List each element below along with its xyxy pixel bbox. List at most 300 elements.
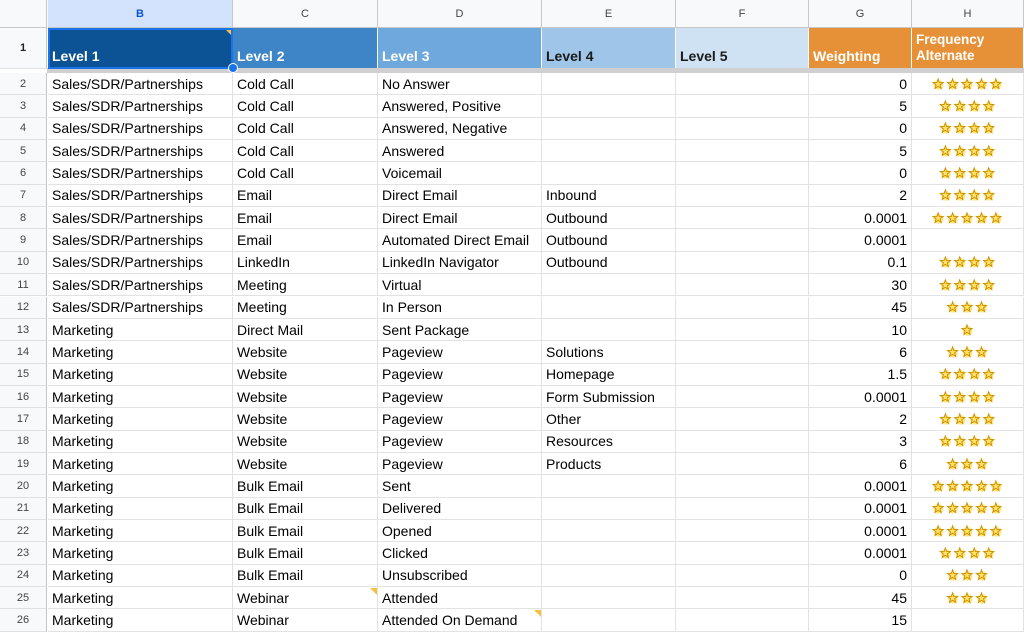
star-icon: ☆: [960, 321, 975, 339]
cell-weighting[interactable]: 1.5: [809, 364, 912, 386]
cell-level4[interactable]: Outbound: [542, 229, 676, 251]
cell-level4[interactable]: [542, 162, 676, 184]
cell-level3[interactable]: LinkedIn Navigator: [378, 252, 542, 274]
cell-level2[interactable]: Cold Call: [233, 140, 378, 162]
cell-weighting[interactable]: 2: [809, 185, 912, 207]
header-cell-frequency[interactable]: Frequency Alternate: [912, 28, 1024, 69]
cell-level5[interactable]: [676, 587, 809, 609]
star-icon: ☆: [974, 209, 990, 227]
star-icon: ☆: [953, 366, 968, 384]
cell-level3[interactable]: In Person: [378, 297, 542, 319]
cell-weighting[interactable]: 0.0001: [809, 475, 912, 497]
star-rating[interactable]: [912, 609, 1024, 631]
star-icon: ☆: [967, 388, 982, 406]
star-rating[interactable]: [912, 207, 1024, 229]
cell-level2[interactable]: Email: [233, 185, 378, 207]
cell-level3[interactable]: Unsubscribed: [378, 565, 542, 587]
star-rating[interactable]: [912, 542, 1024, 564]
cell-level2[interactable]: Email: [233, 207, 378, 229]
star-icon: ☆: [945, 500, 961, 518]
cell-level4[interactable]: [542, 118, 676, 140]
star-rating[interactable]: [912, 274, 1024, 296]
star-icon: ☆: [945, 209, 961, 227]
cell-level5[interactable]: [676, 565, 809, 587]
cell-level4[interactable]: [542, 140, 676, 162]
cell-level1[interactable]: Marketing: [48, 408, 233, 430]
star-icon: ☆: [960, 500, 975, 518]
star-icon: ☆: [931, 75, 946, 93]
star-rating[interactable]: [912, 140, 1024, 162]
cell-level4[interactable]: [542, 498, 676, 520]
star-icon: ☆: [981, 254, 997, 272]
cell-level1[interactable]: Marketing: [48, 453, 233, 475]
cell-level3[interactable]: Answered, Negative: [378, 118, 542, 140]
star-icon: ☆: [938, 98, 954, 116]
cell-level3[interactable]: Direct Email: [378, 207, 542, 229]
star-icon: ☆: [960, 589, 975, 607]
row-number[interactable]: 5: [0, 140, 47, 162]
cell-weighting[interactable]: 2: [809, 408, 912, 430]
cell-level4[interactable]: [542, 565, 676, 587]
star-icon: ☆: [938, 187, 954, 205]
column-header-h[interactable]: H: [912, 0, 1024, 28]
cell-level1[interactable]: Sales/SDR/Partnerships: [48, 207, 233, 229]
cell-weighting[interactable]: 0: [809, 73, 912, 95]
cell-level2[interactable]: Cold Call: [233, 118, 378, 140]
cell-level2[interactable]: Website: [233, 386, 378, 408]
cell-level5[interactable]: [676, 475, 809, 497]
cell-level3[interactable]: Pageview: [378, 386, 542, 408]
star-icon: ☆: [981, 366, 997, 384]
star-icon: ☆: [981, 410, 997, 428]
star-icon: ☆: [953, 165, 968, 183]
cell-level3[interactable]: Sent: [378, 475, 542, 497]
cell-level1[interactable]: Marketing: [48, 565, 233, 587]
cell-weighting[interactable]: 45: [809, 297, 912, 319]
cell-level4[interactable]: [542, 297, 676, 319]
star-rating[interactable]: [912, 587, 1024, 609]
row-number[interactable]: 18: [0, 431, 47, 453]
cell-weighting[interactable]: 0: [809, 118, 912, 140]
star-icon: ☆: [989, 209, 1004, 227]
cell-level3[interactable]: Direct Email: [378, 185, 542, 207]
cell-level3[interactable]: No Answer: [378, 73, 542, 95]
star-icon: ☆: [953, 433, 968, 451]
cell-level3[interactable]: Delivered: [378, 498, 542, 520]
star-icon: ☆: [981, 187, 997, 205]
cell-level1[interactable]: Sales/SDR/Partnerships: [48, 185, 233, 207]
cell-level4[interactable]: Outbound: [542, 207, 676, 229]
cell-level2[interactable]: Website: [233, 341, 378, 363]
star-rating[interactable]: [912, 162, 1024, 184]
cell-level3[interactable]: Sent Package: [378, 319, 542, 341]
cell-level3[interactable]: Attended On Demand: [378, 609, 542, 631]
row-number[interactable]: 7: [0, 185, 47, 207]
column-header-f[interactable]: F: [676, 0, 809, 28]
star-icon: ☆: [981, 142, 997, 160]
cell-level3[interactable]: Answered: [378, 140, 542, 162]
star-icon: ☆: [981, 545, 997, 563]
row-number[interactable]: 26: [0, 609, 47, 631]
cell-level1[interactable]: Sales/SDR/Partnerships: [48, 252, 233, 274]
cell-level4[interactable]: Resources: [542, 431, 676, 453]
star-icon: ☆: [945, 75, 961, 93]
star-icon: ☆: [960, 455, 975, 473]
header-cell-weighting[interactable]: Weighting: [809, 28, 912, 69]
row-number[interactable]: 8: [0, 207, 47, 229]
cell-weighting[interactable]: 0.0001: [809, 207, 912, 229]
cell-level3[interactable]: Pageview: [378, 408, 542, 430]
star-rating[interactable]: [912, 319, 1024, 341]
cell-level4[interactable]: [542, 95, 676, 117]
cell-level5[interactable]: [676, 431, 809, 453]
star-icon: ☆: [960, 477, 975, 495]
cell-level5[interactable]: [676, 609, 809, 631]
star-icon: ☆: [938, 165, 954, 183]
star-icon: ☆: [974, 500, 990, 518]
star-icon: ☆: [938, 254, 954, 272]
cell-level2[interactable]: Webinar: [233, 587, 378, 609]
star-icon: ☆: [960, 209, 975, 227]
cell-level5[interactable]: [676, 274, 809, 296]
star-icon: ☆: [967, 545, 982, 563]
cell-weighting[interactable]: 0.0001: [809, 498, 912, 520]
cell-level4[interactable]: Homepage: [542, 364, 676, 386]
cell-level3[interactable]: Pageview: [378, 341, 542, 363]
cell-weighting[interactable]: 5: [809, 95, 912, 117]
cell-weighting[interactable]: 45: [809, 587, 912, 609]
star-rating[interactable]: [912, 95, 1024, 117]
cell-level2[interactable]: Website: [233, 408, 378, 430]
cell-level1[interactable]: Sales/SDR/Partnerships: [48, 274, 233, 296]
row-number[interactable]: 23: [0, 542, 47, 564]
star-icon: ☆: [989, 522, 1004, 540]
star-icon: ☆: [989, 500, 1004, 518]
cell-level1[interactable]: Sales/SDR/Partnerships: [48, 140, 233, 162]
cell-level2[interactable]: Cold Call: [233, 73, 378, 95]
cell-level4[interactable]: [542, 319, 676, 341]
header-cell-level4[interactable]: Level 4: [542, 28, 676, 69]
star-icon: ☆: [938, 366, 954, 384]
cell-weighting[interactable]: 30: [809, 274, 912, 296]
cell-weighting[interactable]: 3: [809, 431, 912, 453]
star-rating[interactable]: [912, 431, 1024, 453]
cell-level5[interactable]: [676, 252, 809, 274]
row-number[interactable]: 13: [0, 319, 47, 341]
cell-level4[interactable]: Other: [542, 408, 676, 430]
cell-weighting[interactable]: 5: [809, 140, 912, 162]
cell-level1[interactable]: Marketing: [48, 498, 233, 520]
star-rating[interactable]: [912, 341, 1024, 363]
row-number[interactable]: 10: [0, 252, 47, 274]
row-number[interactable]: 3: [0, 95, 47, 117]
cell-level5[interactable]: [676, 408, 809, 430]
star-icon: ☆: [938, 410, 954, 428]
cell-level2[interactable]: Bulk Email: [233, 475, 378, 497]
star-icon: ☆: [981, 388, 997, 406]
star-icon: ☆: [953, 120, 968, 138]
star-icon: ☆: [981, 433, 997, 451]
star-icon: ☆: [945, 567, 961, 585]
star-rating[interactable]: [912, 118, 1024, 140]
row-number[interactable]: 17: [0, 408, 47, 430]
cell-level4[interactable]: [542, 520, 676, 542]
cell-level1[interactable]: Sales/SDR/Partnerships: [48, 297, 233, 319]
star-icon: ☆: [931, 209, 946, 227]
cell-level2[interactable]: Website: [233, 431, 378, 453]
cell-level1[interactable]: Marketing: [48, 475, 233, 497]
cell-level2[interactable]: Direct Mail: [233, 319, 378, 341]
star-icon: ☆: [974, 522, 990, 540]
star-icon: ☆: [960, 299, 975, 317]
star-icon: ☆: [974, 455, 990, 473]
star-icon: ☆: [981, 120, 997, 138]
cell-level3[interactable]: Attended: [378, 587, 542, 609]
star-icon: ☆: [989, 477, 1004, 495]
star-rating[interactable]: [912, 364, 1024, 386]
cell-level2[interactable]: Bulk Email: [233, 565, 378, 587]
cell-level4[interactable]: [542, 609, 676, 631]
column-header-e[interactable]: E: [542, 0, 676, 28]
cell-weighting[interactable]: 6: [809, 341, 912, 363]
star-icon: ☆: [953, 98, 968, 116]
cell-level5[interactable]: [676, 95, 809, 117]
star-icon: ☆: [989, 75, 1004, 93]
column-header-g[interactable]: G: [809, 0, 912, 28]
star-icon: ☆: [960, 75, 975, 93]
header-cell-level2[interactable]: Level 2: [233, 28, 378, 69]
row-number[interactable]: 19: [0, 453, 47, 475]
star-icon: ☆: [960, 343, 975, 361]
cell-weighting[interactable]: 0.1: [809, 252, 912, 274]
cell-level3[interactable]: Voicemail: [378, 162, 542, 184]
row-number[interactable]: 22: [0, 520, 47, 542]
star-icon: ☆: [953, 142, 968, 160]
row-number[interactable]: 9: [0, 229, 47, 251]
row-number[interactable]: 24: [0, 565, 47, 587]
star-icon: ☆: [945, 343, 961, 361]
cell-level5[interactable]: [676, 386, 809, 408]
cell-level2[interactable]: Website: [233, 364, 378, 386]
cell-level4[interactable]: [542, 587, 676, 609]
cell-level2[interactable]: Cold Call: [233, 162, 378, 184]
cell-level1[interactable]: Sales/SDR/Partnerships: [48, 118, 233, 140]
cell-level5[interactable]: [676, 140, 809, 162]
cell-weighting[interactable]: 6: [809, 453, 912, 475]
star-rating[interactable]: [912, 73, 1024, 95]
star-icon: ☆: [967, 276, 982, 294]
star-icon: ☆: [967, 254, 982, 272]
star-icon: ☆: [967, 366, 982, 384]
row-number[interactable]: 12: [0, 297, 47, 319]
star-icon: ☆: [953, 388, 968, 406]
cell-level2[interactable]: LinkedIn: [233, 252, 378, 274]
cell-level4[interactable]: [542, 274, 676, 296]
cell-level5[interactable]: [676, 185, 809, 207]
cell-level1[interactable]: Marketing: [48, 520, 233, 542]
cell-level5[interactable]: [676, 453, 809, 475]
row-number-1[interactable]: 1: [0, 28, 47, 69]
cell-level5[interactable]: [676, 319, 809, 341]
cell-weighting[interactable]: 0: [809, 162, 912, 184]
star-icon: ☆: [953, 276, 968, 294]
star-icon: ☆: [974, 567, 990, 585]
select-all-corner[interactable]: [0, 0, 47, 28]
cell-level5[interactable]: [676, 341, 809, 363]
cell-level3[interactable]: Pageview: [378, 364, 542, 386]
cell-level4[interactable]: Products: [542, 453, 676, 475]
row-number[interactable]: 16: [0, 386, 47, 408]
cell-level2[interactable]: Meeting: [233, 297, 378, 319]
star-icon: ☆: [953, 254, 968, 272]
cell-level2[interactable]: Webinar: [233, 609, 378, 631]
cell-level3[interactable]: Clicked: [378, 542, 542, 564]
cell-level5[interactable]: [676, 364, 809, 386]
row-number[interactable]: 21: [0, 498, 47, 520]
star-icon: ☆: [967, 165, 982, 183]
star-icon: ☆: [974, 343, 990, 361]
star-icon: ☆: [967, 410, 982, 428]
star-icon: ☆: [960, 522, 975, 540]
cell-level5[interactable]: [676, 162, 809, 184]
star-icon: ☆: [974, 299, 990, 317]
cell-level1[interactable]: Marketing: [48, 319, 233, 341]
cell-level5[interactable]: [676, 229, 809, 251]
cell-weighting[interactable]: 0.0001: [809, 386, 912, 408]
column-header-c[interactable]: C: [233, 0, 378, 28]
star-icon: ☆: [953, 410, 968, 428]
cell-weighting[interactable]: 10: [809, 319, 912, 341]
row-number[interactable]: 11: [0, 274, 47, 296]
fill-handle[interactable]: [228, 63, 238, 73]
cell-weighting[interactable]: 0: [809, 565, 912, 587]
cell-level2[interactable]: Email: [233, 229, 378, 251]
cell-level1[interactable]: Marketing: [48, 542, 233, 564]
cell-level4[interactable]: [542, 542, 676, 564]
cell-level5[interactable]: [676, 118, 809, 140]
cell-level2[interactable]: Bulk Email: [233, 520, 378, 542]
cell-level5[interactable]: [676, 73, 809, 95]
cell-weighting[interactable]: 0.0001: [809, 229, 912, 251]
cell-level1[interactable]: Marketing: [48, 386, 233, 408]
star-rating[interactable]: [912, 408, 1024, 430]
star-rating[interactable]: [912, 386, 1024, 408]
cell-weighting[interactable]: 0.0001: [809, 520, 912, 542]
cell-level4[interactable]: Form Submission: [542, 386, 676, 408]
cell-level1[interactable]: Marketing: [48, 609, 233, 631]
star-icon: ☆: [931, 477, 946, 495]
star-icon: ☆: [938, 142, 954, 160]
star-icon: ☆: [945, 299, 961, 317]
cell-weighting[interactable]: 15: [809, 609, 912, 631]
star-icon: ☆: [974, 477, 990, 495]
star-icon: ☆: [974, 589, 990, 607]
header-cell-level3[interactable]: Level 3: [378, 28, 542, 69]
comment-marker-icon: [370, 588, 377, 595]
cell-level5[interactable]: [676, 207, 809, 229]
row-number[interactable]: 15: [0, 364, 47, 386]
cell-level4[interactable]: Solutions: [542, 341, 676, 363]
star-icon: ☆: [967, 120, 982, 138]
star-icon: ☆: [967, 187, 982, 205]
star-icon: ☆: [945, 589, 961, 607]
star-rating[interactable]: [912, 453, 1024, 475]
cell-level2[interactable]: Bulk Email: [233, 542, 378, 564]
star-rating[interactable]: [912, 229, 1024, 251]
cell-level4[interactable]: [542, 475, 676, 497]
star-icon: ☆: [974, 75, 990, 93]
cell-level4[interactable]: Outbound: [542, 252, 676, 274]
star-icon: ☆: [960, 567, 975, 585]
cell-level5[interactable]: [676, 520, 809, 542]
star-rating[interactable]: [912, 520, 1024, 542]
cell-level1[interactable]: Marketing: [48, 341, 233, 363]
star-icon: ☆: [967, 433, 982, 451]
star-rating[interactable]: [912, 185, 1024, 207]
star-icon: ☆: [945, 455, 961, 473]
comment-marker-icon: [534, 610, 541, 617]
star-icon: ☆: [938, 433, 954, 451]
cell-level1[interactable]: Sales/SDR/Partnerships: [48, 229, 233, 251]
column-header-b[interactable]: B: [48, 0, 233, 28]
cell-level1[interactable]: Marketing: [48, 431, 233, 453]
cell-level3[interactable]: Opened: [378, 520, 542, 542]
cell-level4[interactable]: [542, 73, 676, 95]
header-cell-level5[interactable]: Level 5: [676, 28, 809, 69]
cell-level5[interactable]: [676, 297, 809, 319]
header-cell-level1[interactable]: Level 1: [48, 28, 233, 69]
row-number[interactable]: 6: [0, 162, 47, 184]
cell-level5[interactable]: [676, 498, 809, 520]
cell-level1[interactable]: Sales/SDR/Partnerships: [48, 162, 233, 184]
cell-level1[interactable]: Marketing: [48, 587, 233, 609]
star-icon: ☆: [981, 98, 997, 116]
cell-level3[interactable]: Automated Direct Email: [378, 229, 542, 251]
row-number[interactable]: 25: [0, 587, 47, 609]
row-number[interactable]: 14: [0, 341, 47, 363]
cell-level5[interactable]: [676, 542, 809, 564]
cell-level4[interactable]: Inbound: [542, 185, 676, 207]
star-rating[interactable]: [912, 252, 1024, 274]
star-icon: ☆: [967, 98, 982, 116]
star-icon: ☆: [953, 187, 968, 205]
cell-level2[interactable]: Bulk Email: [233, 498, 378, 520]
cell-level3[interactable]: Pageview: [378, 453, 542, 475]
star-icon: ☆: [931, 522, 946, 540]
cell-level2[interactable]: Cold Call: [233, 95, 378, 117]
column-header-d[interactable]: D: [378, 0, 542, 28]
cell-level1[interactable]: Marketing: [48, 364, 233, 386]
star-rating[interactable]: [912, 475, 1024, 497]
star-rating[interactable]: [912, 297, 1024, 319]
cell-level1[interactable]: Sales/SDR/Partnerships: [48, 95, 233, 117]
star-icon: ☆: [938, 120, 954, 138]
cell-level2[interactable]: Website: [233, 453, 378, 475]
cell-level3[interactable]: Pageview: [378, 431, 542, 453]
row-number[interactable]: 2: [0, 73, 47, 95]
row-number[interactable]: 20: [0, 475, 47, 497]
cell-weighting[interactable]: 0.0001: [809, 542, 912, 564]
cell-level2[interactable]: Meeting: [233, 274, 378, 296]
row-number[interactable]: 4: [0, 118, 47, 140]
cell-level3[interactable]: Virtual: [378, 274, 542, 296]
star-rating[interactable]: [912, 498, 1024, 520]
star-rating[interactable]: [912, 565, 1024, 587]
cell-level3[interactable]: Answered, Positive: [378, 95, 542, 117]
cell-level1[interactable]: Sales/SDR/Partnerships: [48, 73, 233, 95]
star-icon: ☆: [931, 500, 946, 518]
comment-marker-icon: [225, 29, 232, 36]
